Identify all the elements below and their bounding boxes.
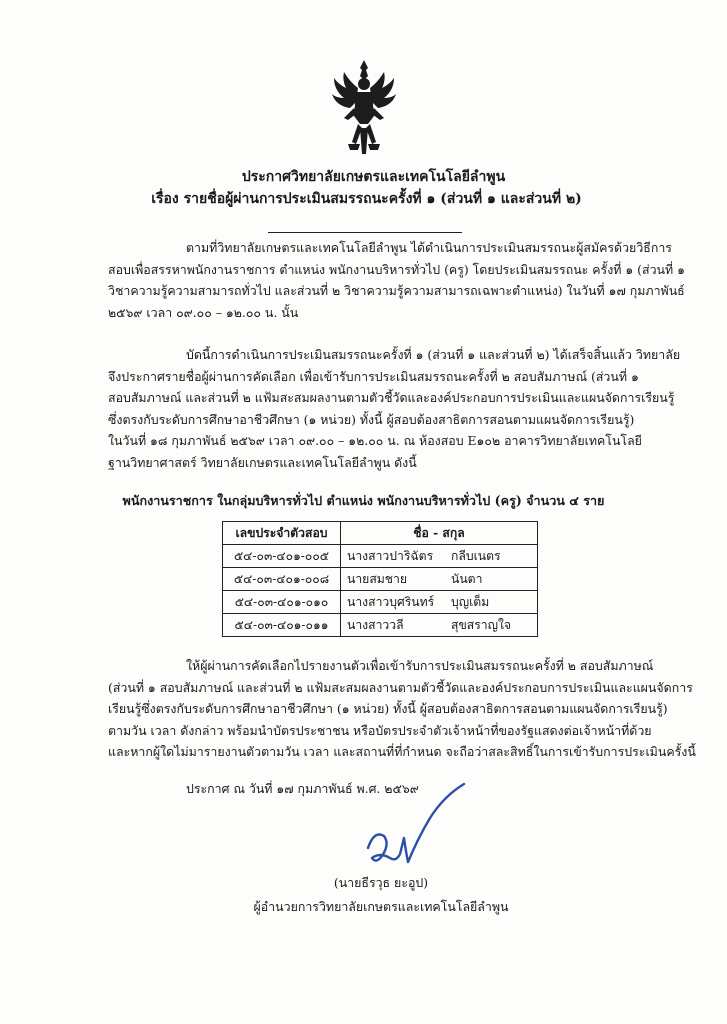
handwritten-signature bbox=[360, 778, 480, 878]
title-divider bbox=[268, 232, 462, 233]
text-line: ตามวัน เวลา ดังกล่าว พร้อมนำบัตรประชาชน หรือบัตรประจำตัวเจ้าหน้าที่ของรัฐแสดงต่อเจ้าหน้าที่ด้วย bbox=[108, 722, 652, 738]
given-name: นายสมชาย bbox=[347, 571, 408, 586]
exam-id-cell: ๕๔-๐๓-๔๐๑-๐๑๐ bbox=[223, 591, 341, 614]
announcement-subject: เรื่อง รายชื่อผู้ผ่านการประเมินสมรรถนะครั้งที่ ๑ (ส่วนที่ ๑ และส่วนที่ ๒) bbox=[151, 191, 582, 207]
text-line: ฐานวิทยาศาสตร์ วิทยาลัยเกษตรและเทคโนโลยีลำพูน ดังนี้ bbox=[108, 454, 417, 470]
column-header-exam-id: เลขประจำตัวสอบ bbox=[223, 522, 341, 545]
table-caption: พนักงานราชการ ในกลุ่มบริหารทั่วไป ตำแหน่ง พนักงานบริหารทั่วไป (ครู) จำนวน ๔ ราย bbox=[122, 493, 605, 508]
table-row bbox=[223, 591, 538, 614]
table-row bbox=[223, 545, 538, 568]
given-name: นางสาววลี bbox=[347, 617, 404, 632]
table-row bbox=[223, 568, 538, 591]
text-line: ให้ผู้ผ่านการคัดเลือกไปรายงานตัวเพื่อเข้ารับการประเมินสมรรถนะครั้งที่ ๒ สอบสัมภาษณ์ bbox=[186, 658, 654, 673]
text-line: เรียนรู้ซึ่งตรงกับระดับการศึกษาอาชีวศึกษา (๑ หน่วย) ทั้งนี้ ผู้สอบต้องสาธิตการสอนตามแผนจัดการเรียนรู้) bbox=[108, 701, 668, 716]
exam-id-cell: ๕๔-๐๓-๔๐๑-๐๐๘ bbox=[223, 568, 341, 591]
signer-name: (นายธีรวุธ ยะอูป) bbox=[333, 875, 429, 890]
announcement-date: ประกาศ ณ วันที่ ๑๗ กุมภาพันธ์ พ.ศ. ๒๕๖๙ bbox=[186, 781, 419, 796]
candidate-table bbox=[222, 521, 538, 637]
surname: กลีบเนตร bbox=[451, 548, 501, 563]
announcement-header bbox=[0, 166, 727, 210]
text-line: จึงประกาศรายชื่อผู้ผ่านการคัดเลือก เพื่อเข้ารับการประเมินสมรรถนะครั้งที่ ๒ สอบสัมภาษณ์ (ส่วนที่ ๑ bbox=[108, 368, 639, 384]
table-header-row bbox=[223, 522, 538, 545]
exam-id-cell: ๕๔-๐๓-๔๐๑-๐๐๕ bbox=[223, 545, 341, 568]
name-cell bbox=[341, 568, 538, 591]
column-header-name: ชื่อ - สกุล bbox=[341, 522, 538, 545]
name-cell bbox=[341, 545, 538, 568]
table-row bbox=[223, 614, 538, 637]
text-line: วิชาความรู้ความสามารถทั่วไป และส่วนที่ ๒ วิชาความรู้ความสามารถเฉพาะตำแหน่ง) ในวันที่ ๑๗ กุมภาพันธ์ bbox=[108, 283, 685, 298]
text-line: ๒๕๖๙ เวลา ๐๙.๐๐ – ๑๒.๐๐ น. นั้น bbox=[108, 304, 299, 320]
paragraph-result bbox=[108, 344, 681, 473]
text-line: ตามที่วิทยาลัยเกษตรและเทคโนโลยีลำพูน ได้ดำเนินการประเมินสมรรถนะผู้สมัครด้วยวิธีการ bbox=[186, 240, 672, 255]
surname: สุขสราญใจ bbox=[451, 617, 512, 632]
garuda-emblem-icon bbox=[330, 58, 398, 160]
surname: นันตา bbox=[451, 571, 483, 586]
announcement-title: ประกาศวิทยาลัยเกษตรและเทคโนโลยีลำพูน bbox=[241, 169, 506, 185]
given-name: นางสาวบุศรินทร์ bbox=[347, 594, 435, 609]
text-line: บัดนี้การดำเนินการประเมินสมรรถนะครั้งที่ ๑ (ส่วนที่ ๑ และส่วนที่ ๒) ได้เสร็จสิ้นแล้ว วิทยาลัย bbox=[186, 347, 681, 362]
text-line: สอบสัมภาษณ์ และส่วนที่ ๒ แฟ้มสะสมผลงานตามตัวชี้วัดและองค์ประกอบการประเมินและแผนจัดการเรียนรู้ bbox=[108, 390, 675, 405]
text-line: (ส่วนที่ ๑ สอบสัมภาษณ์ และส่วนที่ ๒ แฟ้มสะสมผลงานตามตัวชี้วัดและองค์ประกอบการประเมินและแผนจัดการ bbox=[108, 679, 693, 695]
signer-position: ผู้อำนวยการวิทยาลัยเกษตรและเทคโนโลยีลำพูน bbox=[253, 899, 509, 914]
text-line: และหากผู้ใดไม่มารายงานตัวตามวัน เวลา และสถานที่ที่กำหนด จะถือว่าสละสิทธิ์ในการเข้ารับการประเมินครั้งนี้ bbox=[108, 744, 696, 759]
text-line: ในวันที่ ๑๘ กุมภาพันธ์ ๒๕๖๙ เวลา ๐๙.๐๐ – ๑๒.๐๐ น. ณ ห้องสอบ E๑๐๒ อาคารวิทยาลัยเทคโนโลยี bbox=[108, 433, 642, 448]
name-cell bbox=[341, 614, 538, 637]
exam-id-cell: ๕๔-๐๓-๔๐๑-๐๑๑ bbox=[223, 614, 341, 637]
given-name: นางสาวปาริฉัตร bbox=[347, 548, 434, 563]
paragraph-intro bbox=[108, 237, 685, 323]
paragraph-instructions bbox=[108, 655, 696, 763]
signer-block bbox=[216, 871, 546, 919]
text-line: สอบเพื่อสรรหาพนักงานราชการ ตำแหน่ง พนักงานบริหารทั่วไป (ครู) โดยประเมินสมรรถนะ ครั้งที่ ๑ (ส่วนที่ ๑ bbox=[108, 261, 685, 277]
name-cell bbox=[341, 591, 538, 614]
text-line: ซึ่งตรงกับระดับการศึกษาอาชีวศึกษา (๑ หน่วย) ทั้งนี้ ผู้สอบต้องสาธิตการสอนตามแผนจัดการเรียนรู้) bbox=[108, 411, 635, 427]
surname: บุญเต็ม bbox=[451, 594, 490, 609]
